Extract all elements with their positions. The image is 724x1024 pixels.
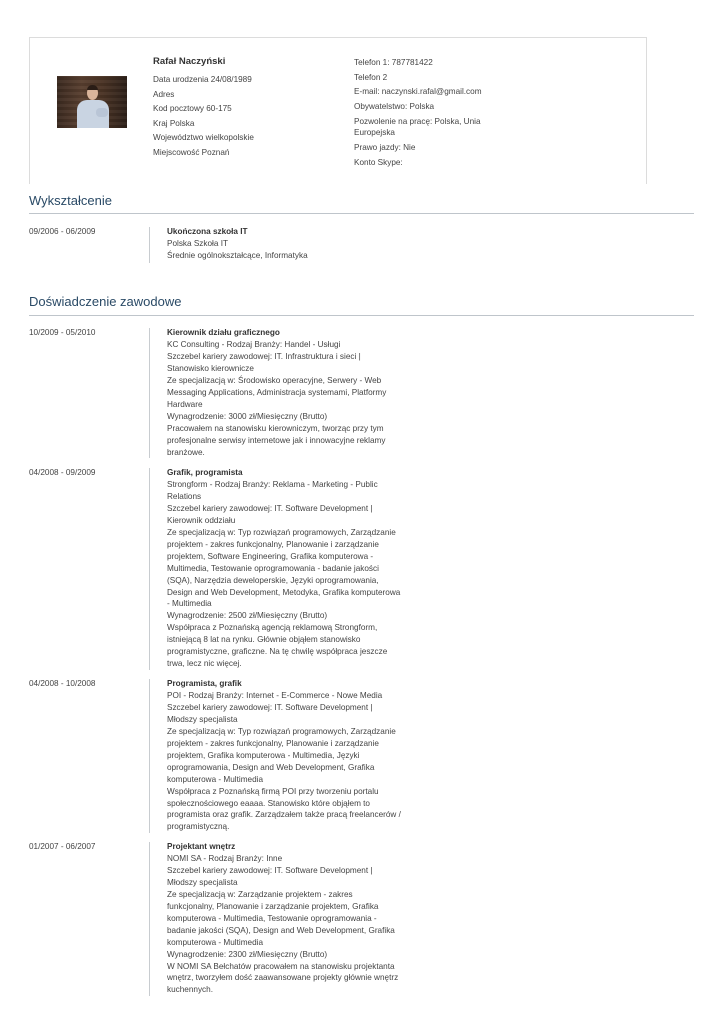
- phone-1: Telefon 1: 787781422: [354, 58, 433, 67]
- entry-body: [167, 678, 412, 833]
- entry-line: profesjonalne serwisy internetowe jak i innowacyjne reklamy: [167, 435, 386, 445]
- entry-date: 09/2006 - 06/2009: [29, 227, 96, 236]
- profile-photo: [57, 76, 127, 128]
- entry-line: Szczebel kariery zawodowej: IT. Infrastruktura i sieci |: [167, 351, 361, 361]
- entry-line: W NOMI SA Bełchatów pracowałem na stanowisku projektanta: [167, 961, 395, 971]
- entry-divider-line: [149, 328, 150, 458]
- entry-line: programistyczną.: [167, 822, 230, 832]
- address: Adres: [153, 89, 175, 99]
- entry-title: Ukończona szkoła IT: [167, 227, 248, 236]
- entry-divider-line: [149, 679, 150, 833]
- entry-line: Młodszy specjalista: [167, 714, 238, 724]
- candidate-name: Rafał Naczyński: [153, 56, 226, 67]
- entry-line: projektem - zakres funkcjonalny, Planowanie i zarządzanie: [167, 738, 379, 748]
- entry-body: [167, 226, 412, 262]
- entry-line: Ze specjalizacją w: Środowisko operacyjne, Serwery - Web: [167, 375, 382, 385]
- entry-line: (SQA), Narzędzia deweloperskie, Języki oprogramowania,: [167, 575, 379, 585]
- entry-date: 01/2007 - 06/2007: [29, 842, 96, 851]
- entry-line: oprogramowania, Design and Web Development, Grafika: [167, 762, 375, 772]
- entry-line: komputerowa - Multimedia: [167, 774, 264, 784]
- photo-person-hair: [87, 85, 98, 90]
- entry-line: Stanowisko kierownicze: [167, 363, 254, 373]
- entry-line: projektem, Grafika komputerowa - Multimedia, Języki: [167, 750, 360, 760]
- driving-license: Prawo jazdy: Nie: [354, 143, 416, 152]
- entry-line: Multimedia, Testowanie oprogramowania - badanie jakości: [167, 563, 379, 573]
- entry-line: Współpraca z Poznańską agencją reklamową Strongform,: [167, 623, 378, 633]
- entry-divider-line: [149, 227, 150, 263]
- entry-line: komputerowa - Multimedia: [167, 937, 264, 947]
- entry-line: Messaging Applications, Administracja systemami, Platformy: [167, 387, 387, 397]
- entry-line: Ze specjalizacją w: Zarządzanie projektem - zakres: [167, 889, 353, 899]
- entry-line: programista oraz grafik. Zarządzałem także pracą freelancerów /: [167, 810, 401, 820]
- entry-line: funkcjonalny, Planowanie i zarządzanie projektem, Grafika: [167, 901, 379, 911]
- entry-line: NOMI SA - Rodzaj Branży: Inne: [167, 853, 283, 863]
- skype-account: Konto Skype:: [354, 157, 403, 167]
- entry-line: komputerowa - Multimedia, Testowanie oprogramowania -: [167, 913, 377, 923]
- entry-line: wnętrz, tworzyłem dość zaawansowane projekty głównie wnętrz: [167, 973, 399, 983]
- entry-line: branżowe.: [167, 447, 205, 457]
- entry-line: Strongform - Rodzaj Branży: Reklama - Marketing - Public: [167, 479, 378, 489]
- entry-line: Ze specjalizacją w: Typ rozwiązań programowych, Zarządzanie: [167, 726, 396, 736]
- entry-line: projektem - zakres funkcjonalny, Planowanie i zarządzanie: [167, 539, 379, 549]
- experience-divider: [29, 315, 694, 316]
- entry-divider-line: [149, 468, 150, 670]
- entry-title: Projektant wnętrz: [167, 842, 236, 851]
- citizenship: Obywatelstwo: Polska: [354, 101, 435, 111]
- postal-code: Kod pocztowy 60-175: [153, 104, 232, 113]
- entry-line: badanie jakości (SQA), Design and Web Development, Grafika: [167, 925, 395, 935]
- entry-line: Wynagrodzenie: 3000 zł/Miesięczny (Brutto): [167, 411, 328, 421]
- entry-line: Wynagrodzenie: 2300 zł/Miesięczny (Brutto): [167, 949, 328, 959]
- entry-line: Szczebel kariery zawodowej: IT. Software Development |: [167, 865, 373, 875]
- contact-info-column: [354, 56, 494, 170]
- phone-2: Telefon 2: [354, 72, 388, 82]
- entry-date: 10/2009 - 05/2010: [29, 328, 96, 337]
- entry-date: 04/2008 - 10/2008: [29, 679, 96, 688]
- voivodeship: Województwo wielkopolskie: [153, 133, 254, 142]
- entry-line: Pracowałem na stanowisku kierowniczym, tworząc przy tym: [167, 423, 384, 433]
- entry-line: Wynagrodzenie: 2500 zł/Miesięczny (Brutto): [167, 611, 328, 621]
- entry-line: Relations: [167, 491, 202, 501]
- education-divider: [29, 213, 694, 214]
- education-heading: Wykształcenie: [29, 193, 112, 208]
- entry-title: Kierownik działu graficznego: [167, 328, 280, 337]
- entry-line: Ze specjalizacją w: Typ rozwiązań programowych, Zarządzanie: [167, 527, 396, 537]
- entry-date: 04/2008 - 09/2009: [29, 468, 96, 477]
- personal-info-column: [153, 56, 343, 160]
- entry-line: Młodszy specjalista: [167, 877, 238, 887]
- entry-line: KC Consulting - Rodzaj Branży: Handel - Usługi: [167, 339, 341, 349]
- experience-heading: Doświadczenie zawodowe: [29, 294, 182, 309]
- email: E-mail: naczynski.rafal@gmail.com: [354, 87, 482, 96]
- entry-body: [167, 327, 412, 458]
- entry-line: - Multimedia: [167, 599, 212, 609]
- entry-line: programistyczne, graficzne. Na tę chwilę współpraca jeszcze: [167, 647, 388, 657]
- work-permit: Pozwolenie na pracę: Polska, Unia Europejska: [354, 117, 481, 137]
- entry-line: Kierownik oddziału: [167, 515, 236, 525]
- entry-line: Design and Web Development, Metodyka, Grafika komputerowa: [167, 587, 401, 597]
- entry-line: kuchennych.: [167, 985, 213, 995]
- entry-line: Szczebel kariery zawodowej: IT. Software Development |: [167, 503, 373, 513]
- country: Kraj Polska: [153, 118, 195, 128]
- photo-person-arm: [96, 108, 108, 117]
- entry-body: [167, 467, 412, 670]
- entry-line: Hardware: [167, 399, 203, 409]
- entry-divider-line: [149, 842, 150, 996]
- entry-line: trwa, lecz nic więcej.: [167, 659, 242, 669]
- birth-date: Data urodzenia 24/08/1989: [153, 75, 252, 84]
- entry-line: Polska Szkoła IT: [167, 238, 228, 248]
- entry-line: Współpraca z Poznańską firmą POI przy tworzeniu portalu: [167, 786, 379, 796]
- entry-line: projektem, Software Engineering, Grafika komputerowa -: [167, 551, 374, 561]
- entry-title: Grafik, programista: [167, 468, 243, 477]
- entry-line: istniejącą 8 lat na rynku. Głównie objąłem stanowisko: [167, 635, 361, 645]
- city: Miejscowość Poznań: [153, 147, 230, 157]
- entry-line: Szczebel kariery zawodowej: IT. Software Development |: [167, 702, 373, 712]
- entry-title: Programista, grafik: [167, 679, 242, 688]
- entry-line: POI - Rodzaj Branży: Internet - E-Commerce - Nowe Media: [167, 690, 383, 700]
- entry-line: społecznościowego eaaaa. Stanowisko które objąłem to: [167, 798, 370, 808]
- entry-line: Średnie ogólnokształcące, Informatyka: [167, 250, 308, 260]
- entry-body: [167, 841, 412, 996]
